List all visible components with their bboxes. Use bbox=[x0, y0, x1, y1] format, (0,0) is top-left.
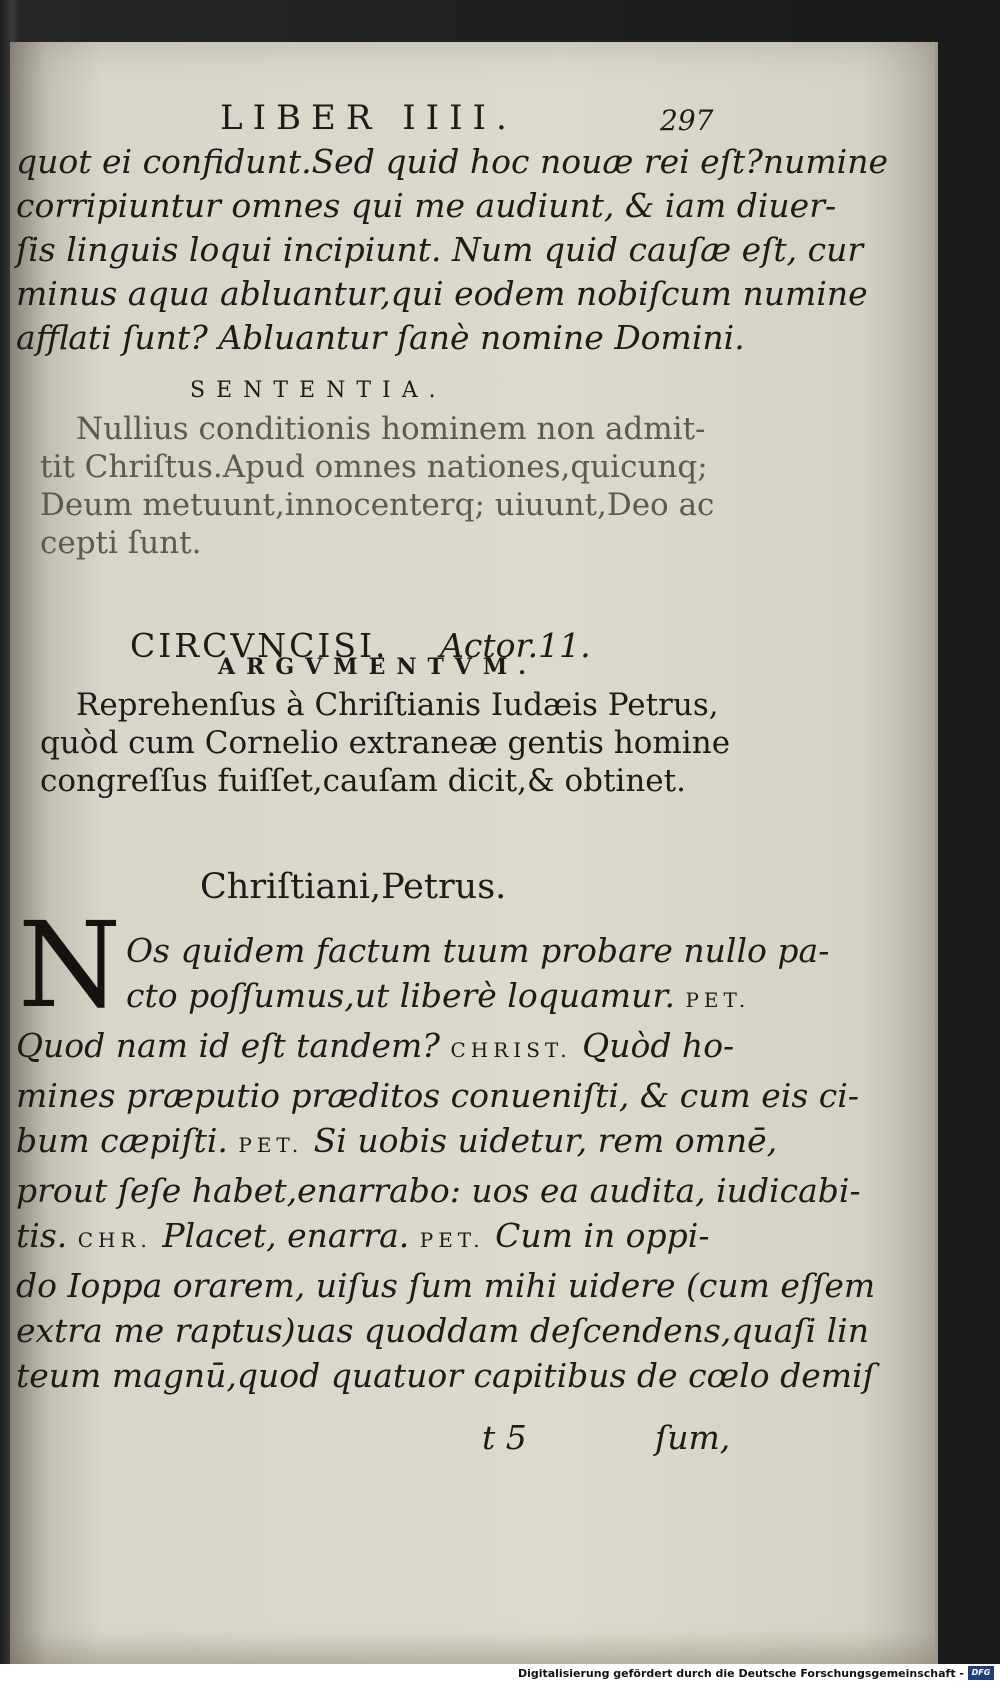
speaker-abbreviation: PET. bbox=[685, 988, 751, 1012]
dialogue-text: prout ſeſe habet,enarrabo: uos ea audita, iudicabi- bbox=[16, 1171, 861, 1210]
text-line: congreſſus fuiſſet,cauſam dicit,& obtinet. bbox=[40, 763, 686, 799]
speakers-heading: Chriſtiani,Petrus. bbox=[200, 867, 507, 907]
italic-opening-paragraph bbox=[16, 140, 889, 360]
text-line: Reprehenſus à Chriſtianis Iudæis Petrus, bbox=[76, 687, 719, 723]
dialogue-text: teum magnū,quod quatuor capitibus de cœlo demiſ bbox=[16, 1356, 875, 1395]
dialogue-text: Quòd ho- bbox=[571, 1026, 735, 1065]
dialogue-text: mines præputio præditos conueniſti, & cum eis ci- bbox=[16, 1076, 859, 1115]
dialogue-line bbox=[16, 973, 751, 1023]
dialogue-text: tis. bbox=[16, 1216, 78, 1255]
dialogue-line bbox=[16, 1023, 736, 1073]
sententia-heading: SENTENTIA. bbox=[190, 378, 447, 403]
text-line: afflati ſunt? Abluantur ſanè nomine Domini. bbox=[16, 318, 745, 357]
dialogue-text: extra me raptus)uas quoddam deſcendens,quaſi lin bbox=[16, 1311, 869, 1350]
dfg-logo: DFG bbox=[968, 1666, 994, 1680]
dialogue-line bbox=[16, 1073, 859, 1118]
dialogue-text: Os quidem factum tuum probare nullo pa- bbox=[126, 931, 830, 970]
section-title: CIRCVNCISI. bbox=[130, 626, 389, 665]
footer-credit: Digitalisierung gefördert durch die Deutsche Forschungsgemeinschaft - bbox=[517, 1667, 964, 1680]
dialogue-line bbox=[16, 1118, 778, 1168]
text-line: corripiuntur omnes qui me audiunt, & iam diuer- bbox=[16, 186, 837, 225]
text-line: ſis linguis loqui incipiunt. Num quid cauſæ eſt, cur bbox=[16, 230, 864, 269]
argumentum-heading: ARGVMENTVM. bbox=[218, 654, 537, 680]
text-line: tit Chriſtus.Apud omnes nationes,quicunq; bbox=[40, 449, 708, 485]
speaker-abbreviation: PET. bbox=[238, 1133, 304, 1157]
signature-mark: t 5 bbox=[482, 1418, 527, 1457]
dialogue-text: Cum in oppi- bbox=[484, 1216, 710, 1255]
dialogue-text: Quod nam id eſt tandem? bbox=[16, 1026, 451, 1065]
dialogue-text: do Ioppa orarem, uiſus ſum mihi uidere (cum eſſem bbox=[16, 1266, 876, 1305]
sententia-paragraph bbox=[40, 410, 715, 562]
speaker-abbreviation: CHRIST. bbox=[450, 1038, 572, 1062]
text-line: cepti ſunt. bbox=[40, 525, 202, 561]
text-line: quot ei confidunt.Sed quid hoc nouæ rei eſt?numine bbox=[16, 142, 889, 181]
text-line: Nullius conditionis hominem non admit- bbox=[76, 411, 706, 447]
section-reference: Actor.11. bbox=[440, 626, 591, 665]
text-line: quòd cum Cornelio extraneæ gentis homine bbox=[40, 725, 731, 761]
dialogue-line bbox=[16, 1168, 861, 1213]
dialogue-text: Si uobis uidetur, rem omnē, bbox=[303, 1121, 778, 1160]
catchword: ſum, bbox=[655, 1418, 731, 1457]
dialogue-line bbox=[16, 1263, 876, 1308]
argumentum-paragraph bbox=[40, 686, 731, 800]
dialogue-line bbox=[16, 928, 830, 973]
page-bottom-edge bbox=[10, 1632, 935, 1664]
speaker-abbreviation: CHR. bbox=[77, 1228, 152, 1252]
page-number: 297 bbox=[660, 104, 714, 137]
text-line: minus aqua abluantur,qui eodem nobiſcum numine bbox=[16, 274, 868, 313]
dialogue-line bbox=[16, 1213, 736, 1263]
text-line: Deum metuunt,innocenterq; uiuunt,Deo ac bbox=[40, 487, 715, 523]
speaker-abbreviation: PET. bbox=[419, 1228, 485, 1252]
drop-cap-initial: N bbox=[18, 896, 122, 1034]
dialogue-text: Placet, enarra. bbox=[151, 1216, 420, 1255]
dialogue-line bbox=[16, 1353, 875, 1398]
dialogue-text: cto poſſumus,ut liberè loquamur. bbox=[126, 976, 686, 1015]
dialogue-text: bum cæpiſti. bbox=[16, 1121, 239, 1160]
running-head: LIBER IIII. bbox=[220, 98, 517, 138]
dialogue-paragraph bbox=[16, 928, 876, 1398]
dialogue-line bbox=[16, 1308, 869, 1353]
